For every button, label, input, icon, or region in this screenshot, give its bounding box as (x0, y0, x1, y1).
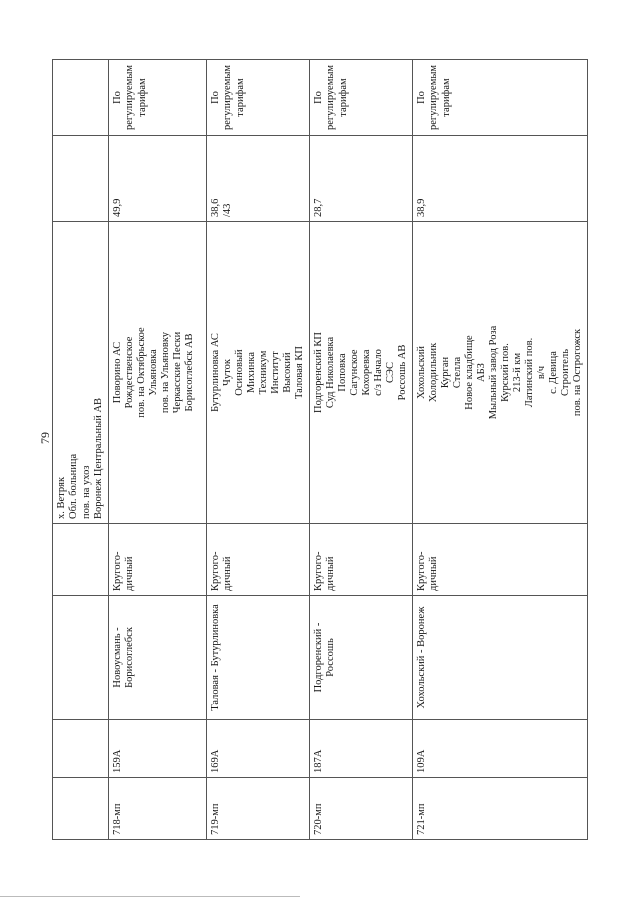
stop-name: Обл. больница (68, 453, 80, 519)
stop-name: Строитель (560, 349, 572, 396)
footer-rule (0, 896, 300, 897)
stop-name: Рождественское (124, 336, 136, 409)
stops-cell (310, 222, 413, 524)
page-number: 79 (38, 432, 52, 444)
rotated-table-container (52, 60, 590, 840)
route-length-cell: 38,6 /43 (207, 136, 310, 222)
stop-name: Михинка (246, 351, 258, 394)
stop-name: с. Девица (548, 351, 560, 394)
registration-number-cell: 719-мп (207, 778, 310, 840)
route-name-cell: Хохольский - Воронеж (413, 596, 588, 720)
table-row (109, 60, 207, 840)
stops-cell (109, 222, 207, 524)
route-number-cell: 109А (413, 720, 588, 778)
route-name-cell: Подгоренский - Россошь (310, 596, 413, 720)
stop-name: Сагунское (349, 349, 361, 396)
stop-name: Мыльный завод Роза (488, 325, 500, 420)
tariff-cell: По регулируемым тарифам (413, 60, 588, 136)
route-length-cell: 38,9 (413, 136, 588, 222)
stop-name: Поповка (337, 353, 349, 392)
route-register-table (52, 59, 588, 840)
route-type-cell: Кругого- дичный (207, 524, 310, 596)
route-type-cell: Кругого- дичный (109, 524, 207, 596)
stop-name: Техникум (258, 350, 270, 395)
route-type-cell: Кругого- дичный (413, 524, 588, 596)
route-number-cell: 187А (310, 720, 413, 778)
route-number-cell: 159А (109, 720, 207, 778)
stop-name: Хохольский (416, 346, 428, 399)
table-row (310, 60, 413, 840)
stops-cell (207, 222, 310, 524)
stop-name: Кохоревка (361, 349, 373, 396)
stop-name: 213-й км (512, 352, 524, 393)
stop-name: Поворино АС (112, 341, 124, 404)
stop-name: Бутурлиновка АС (210, 333, 222, 412)
stop-name: Холодильник (428, 342, 440, 403)
stop-name: Стелла (452, 356, 464, 389)
table-row (207, 60, 310, 840)
stop-name: СЭС (385, 362, 397, 383)
stop-name: Чуток (222, 359, 234, 386)
stop-name: х. Ветряк (56, 476, 67, 519)
stop-name: пов. на ухоз (80, 465, 92, 519)
route-name-cell: Таловая - Бутурлиновка (207, 596, 310, 720)
route-number-cell: 169А (207, 720, 310, 778)
registration-number-cell: 718-мп (109, 778, 207, 840)
stop-name: Институт (270, 351, 282, 394)
stop-name: Воронеж Центральный АВ (92, 397, 104, 519)
stop-name: Черкасские Пески (172, 331, 184, 414)
stop-name: Борисоглебск АВ (184, 333, 196, 412)
stop-name: Суд Николаевка (325, 336, 337, 409)
stop-name: в/ч (536, 365, 548, 380)
registration-number-cell: 720-мп (310, 778, 413, 840)
tariff-cell: По регулируемым тарифам (207, 60, 310, 136)
tariff-cell: По регулируемым тарифам (310, 60, 413, 136)
route-length-cell: 49,9 (109, 136, 207, 222)
stop-name: пов. на Октябрьское (136, 327, 148, 418)
registration-number-cell: 721-мп (413, 778, 588, 840)
route-name-cell: Новоусмань - Борисоглебск (109, 596, 207, 720)
tariff-cell: По регулируемым тарифам (109, 60, 207, 136)
stop-name: пов. на Острогожск (572, 328, 584, 417)
table-row (413, 60, 588, 840)
stop-name: Курган (440, 356, 452, 389)
stop-name: пов. на Ульяновку (160, 331, 172, 414)
stop-name: Россошь АВ (397, 344, 409, 401)
stop-name: Ульяновка (148, 349, 160, 396)
stop-name: Таловая КП (294, 346, 306, 399)
stop-name: с/з Начало (373, 349, 385, 396)
stop-name: Новое кладбище (464, 335, 476, 410)
continuation-stops-cell (53, 222, 109, 524)
stop-name: АБЗ (476, 363, 488, 382)
stop-name: Подгоренский КП (313, 332, 325, 413)
stop-name: Осиновый (234, 349, 246, 396)
stop-name: Высокий (282, 352, 294, 393)
stop-name: Латинский пов. (524, 337, 536, 408)
route-length-cell: 28,7 (310, 136, 413, 222)
stop-name: Курский пов. (500, 343, 512, 402)
route-type-cell: Кругого- дичный (310, 524, 413, 596)
stops-cell (413, 222, 588, 524)
continuation-row (53, 60, 109, 840)
